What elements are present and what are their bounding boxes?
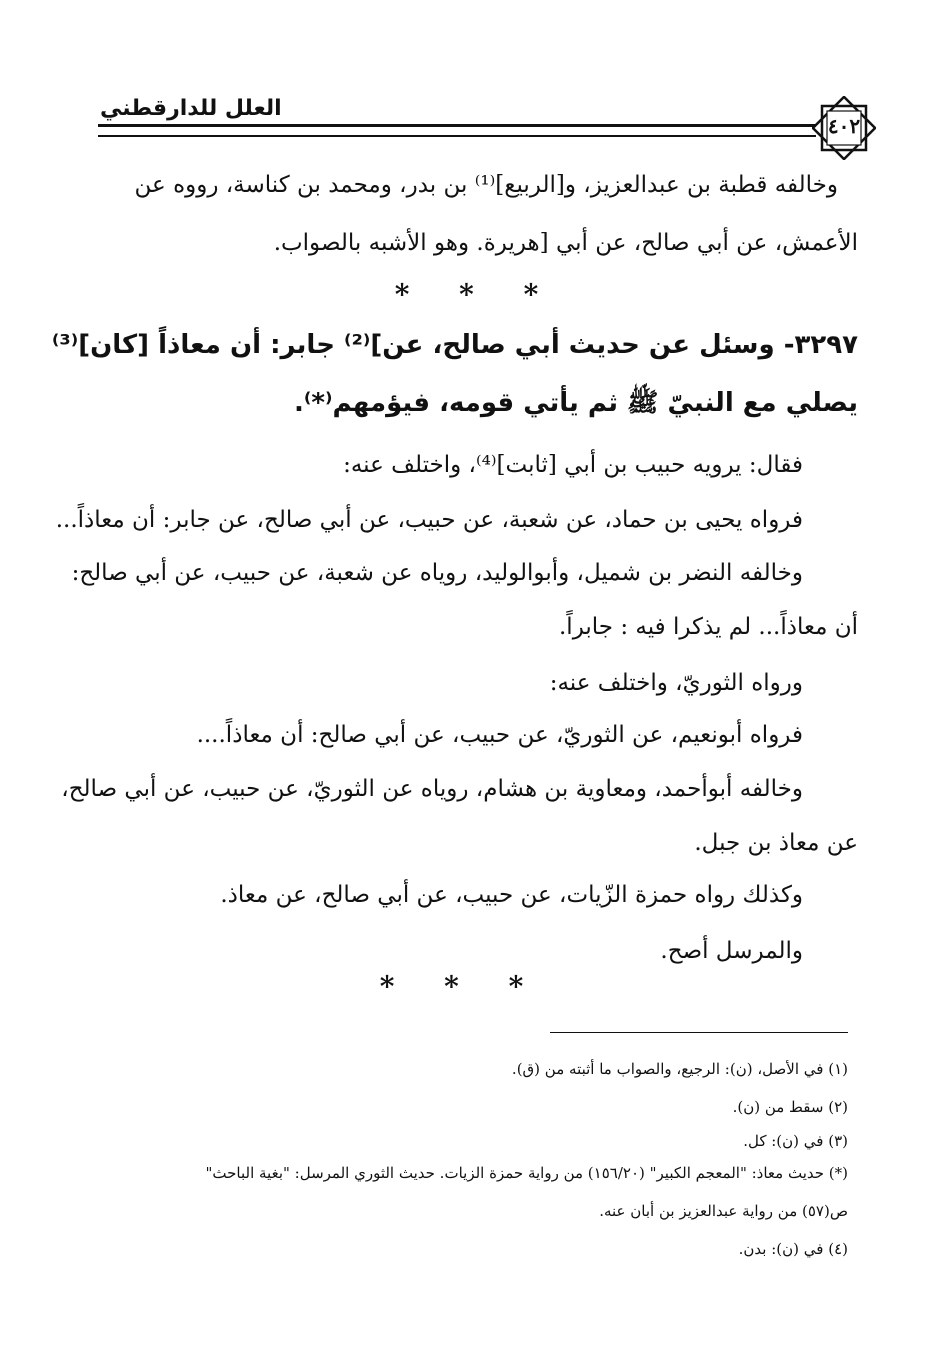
text-line-13: وكذلك رواه حمزة الزّيات، عن حبيب، عن أبي صالح، عن معاذ. [220, 882, 803, 908]
text-line-6: فرواه يحيى بن حماد، عن شعبة، عن حبيب، عن أبي صالح، عن جابر: أن معاذاً... [55, 507, 803, 533]
footnote-2: (٢) سقط من (ن). [732, 1098, 848, 1116]
footnote-1: (١) في الأصل، (ن): الرجيع، والصواب ما أثبته من (ق). [511, 1060, 848, 1078]
text-line-8: أن معاذاً... لم يذكرا فيه : جابراً. [559, 614, 858, 640]
text-line-11: وخالفه أبوأحمد، ومعاوية بن هشام، روياه عن الثوريّ، عن حبيب، عن أبي صالح، [61, 776, 803, 802]
footnote-star-line-1: (*) حديث معاذ: "المعجم الكبير" (١٥٦/٢٠) من رواية حمزة الزيات. حديث الثوري المرسل: "بغية الباحث" [205, 1164, 848, 1182]
section-separator-2: * * * [379, 970, 524, 1003]
header-rule [98, 124, 816, 137]
text-line-10: فرواه أبونعيم، عن الثوريّ، عن حبيب، عن أبي صالح: أن معاذاً.... [196, 722, 803, 748]
footnote-3: (٣) في (ن): كل. [743, 1132, 848, 1150]
text-line-2: الأعمش، عن أبي صالح، عن أبي [هريرة. وهو الأشبه بالصواب. [273, 230, 858, 256]
text-line-5: فقال: يرويه حبيب بن أبي [ثابت]⁽⁴⁾، واختلف عنه: [343, 452, 803, 478]
text-line-14: والمرسل أصح. [660, 938, 803, 964]
footnote-4: (٤) في (ن): بدن. [738, 1240, 848, 1258]
footnote-rule [550, 1032, 848, 1033]
footnote-star-line-2: ص(٥٧) من رواية عبدالعزيز بن أبان عنه. [599, 1202, 848, 1220]
page-number: ٤٠٢ [827, 114, 861, 138]
text-line-7: وخالفه النضر بن شميل، وأبوالوليد، روياه عن شعبة، عن حبيب، عن أبي صالح: [71, 560, 803, 586]
text-line-12: عن معاذ بن جبل. [694, 830, 858, 856]
running-header-title: العلل للدارقطني [100, 96, 282, 121]
page-number-badge [812, 96, 876, 160]
text-line-9: ورواه الثوريّ، واختلف عنه: [549, 670, 803, 696]
text-line-1: وخالفه قطبة بن عبدالعزيز، و[الربيع]⁽¹⁾ بن بدر، ومحمد بن كناسة، رووه عن [134, 172, 838, 198]
question-heading-line-2: يصلي مع النبيّ ﷺ ثم يأتي قومه، فيؤمهم⁽*⁾. [294, 388, 858, 418]
section-separator: * * * [394, 278, 539, 311]
question-heading-line-1: ٣٢٩٧- وسئل عن حديث أبي صالح، عن]⁽²⁾ جابر: أن معاذاً [كان]⁽³⁾ [51, 330, 858, 360]
